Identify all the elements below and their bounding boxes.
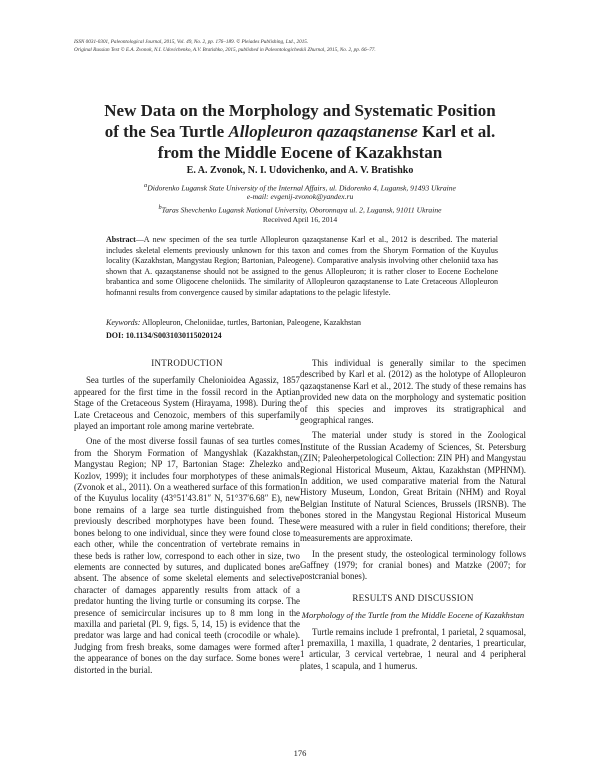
title-species: Allopleuron qazaqstanense bbox=[228, 122, 418, 141]
paragraph: In the present study, the osteological terminology follows Gaffney (1979; for cranial bones) and Matzke (2007; for postcranial bones). bbox=[300, 548, 526, 582]
section-heading-results: RESULTS AND DISCUSSION bbox=[352, 592, 474, 603]
title-line-2-pre: of the Sea Turtle bbox=[104, 122, 229, 141]
section-heading-introduction: INTRODUCTION bbox=[151, 358, 223, 368]
abstract-text: —A new specimen of the sea turtle Allopleuron qazaqstanense Karl et al., 2012 is described. The material includes skeletal elements previously unknown for this taxon and comes from the Shorym Formation of the Kuyulus locality (Kazakhstan, Mangystau Region; Bartonian, Paleogene). Comparative analysis involving other cheloniid taxa has shown that A. qazaqstanense should not be assigned to the genus Allopleuron; it is rather closer to Eocene Eochelone brabantica and some Oligocene cheloniids. The similarity of Allopleuron qazaqstanense to Late Cretaceous Allopleuron hofmanni results from convergence caused by similar adaptations to the pelagic lifestyle. bbox=[106, 235, 498, 297]
affiliation-b-sup: b bbox=[158, 204, 162, 211]
subsection-heading: Morphology of the Turtle from the Middle Eocene of Kazakhstan bbox=[301, 610, 525, 621]
title-line-1: New Data on the Morphology and Systematic Position bbox=[104, 101, 496, 120]
paragraph: Turtle remains include 1 prefrontal, 1 parietal, 2 squamosal, 1 premaxilla, 1 maxilla, 1 quadrate, 2 dentaries, 1 prearticular, 1 articular, 3 cervical vertebrae, 1 neural and 4 peripheral plates, 1 scapula, and 1 humerus. bbox=[300, 626, 526, 671]
header-line-2: Original Russian Text © E.A. Zvonok, N.I. Udovichenko, A.V. Bratishko, 2015, published in Paleontologicheskii Zhurnal, 2015, No. 2, pp. 66–77. bbox=[74, 47, 376, 53]
page-number: 176 bbox=[293, 748, 307, 758]
title-line-2 bbox=[60, 121, 540, 142]
abstract bbox=[106, 235, 498, 299]
title-line-2-post: Karl et al. bbox=[417, 122, 496, 141]
abstract-label: Abstract bbox=[106, 235, 136, 244]
keywords bbox=[106, 318, 498, 327]
header-line-1: ISSN 0031-0301, Paleontological Journal, 2015, Vol. 49, No. 2, pp. 176–189. © Pleiades Publishing, Ltd., 2015. bbox=[74, 39, 309, 45]
paragraph: The material under study is stored in the Zoological Institute of the Russian Academy of Sciences, St. Petersburg (ZIN; Paleoherpetological Collection: ZIN PH) and Mangystau Regional Historical Museum, Aktau, Kazakhstan (MPHNM). In addition, we used comparative material from the Natural History Museum, London, Great Britain (NHM) and Royal Belgian Institute of Natural Sciences, Brussels (IRSNB). The bones stored in the Mangystau Regional Historical Museum were measured with a ruler in field conditions; therefore, their measurements are approximate. bbox=[300, 430, 526, 544]
author-email: e-mail: evgenij-zvonok@yandex.ru bbox=[246, 192, 354, 201]
paragraph: Sea turtles of the superfamily Chelonioidea Agassiz, 1857 appeared for the first time in the fossil record in the Aptian Stage of the Cretaceous System (Hirayama, 1998). During the Late Cretaceous and Cenozoic, members of this superfamily played an important role among marine vertebrate. bbox=[74, 375, 300, 432]
left-column bbox=[74, 358, 300, 680]
affiliation-a-sup: a bbox=[144, 182, 148, 189]
paper-title bbox=[60, 100, 540, 163]
paragraph: One of the most diverse fossil faunas of sea turtles comes from the Shorym Formation of Mangyshlak (Kazakhstan, Mangystau Region; NP 17, Bartonian Stage: Zhelezko and Kozlov, 1999); it includes four morphotypes of these animals (Zvonok et al., 2011). On a weathered surface of this formation of the Kuyulus locality (43°51′43.81″ N, 51°37′6.68″ E), new bone remains of a large sea turtle distinguished from the previously described morphotypes have been found. These bones belong to one individual, since they were found close to each other, while the concentration of vertebrate remains in these beds is rather low, correspond to each other in size, two elements are connected by sutures, and duplicated bones are absent. The absence of some skeletal elements and selective character of damages apparently results from attack of a predator hunting the living turtle or consuming its corpse. The presence of semicircular incisures up to 8 mm long in the maxilla and parietal (Pl. 9, figs. 5, 14, 15) is evidence that the predator was large and had conical teeth (crocodile or whale). Judging from fresh breaks, some damages were formed after the appearance of bones on the day surface. Some bones were distorted in the burial. bbox=[74, 436, 300, 675]
affiliation-b bbox=[70, 203, 530, 216]
title-line-3: from the Middle Eocene of Kazakhstan bbox=[157, 143, 443, 162]
paragraph: This individual is generally similar to the specimen described by Karl et al. (2012) as the holotype of Allopleuron qazaqstanense Karl et al., 2012. The study of these remains has provided new data on the morphology and systematic position of this species and improves its stratigraphical and geographical ranges. bbox=[300, 358, 526, 426]
received-date: Received April 16, 2014 bbox=[262, 215, 338, 224]
keywords-text: Allopleuron, Cheloniidae, turtles, Bartonian, Paleogene, Kazakhstan bbox=[141, 318, 361, 327]
journal-header bbox=[74, 38, 534, 54]
affiliation-b-text: Taras Shevchenko Lugansk National University, Oboronnaya ul. 2, Lugansk, 91011 Ukraine bbox=[161, 205, 442, 215]
keywords-label: Keywords: bbox=[106, 318, 141, 327]
authors: E. A. Zvonok, N. I. Udovichenko, and A. V. Bratishko bbox=[186, 165, 414, 176]
doi: DOI: 10.1134/S0031030115020124 bbox=[106, 331, 222, 340]
affiliation-a-text: Didorenko Lugansk State University of the Internal Affairs, ul. Didorenko 4, Lugansk, 91493 Ukraine bbox=[147, 183, 456, 193]
right-column bbox=[300, 358, 526, 676]
